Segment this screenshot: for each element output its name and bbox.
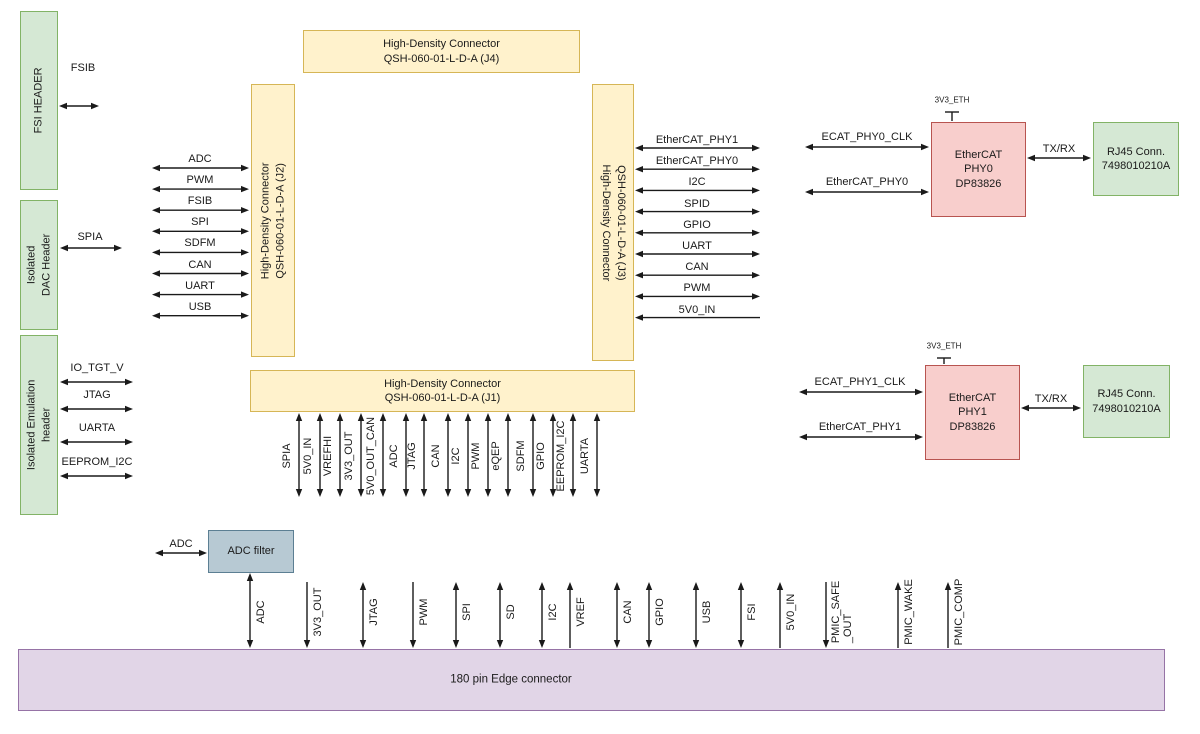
arrowhead	[114, 245, 122, 251]
arrowhead	[635, 251, 643, 257]
arrowhead	[635, 166, 643, 172]
connector-j4-line: High-Density Connector	[383, 38, 500, 51]
j2-signal-label: SDFM	[184, 237, 216, 250]
rj45-conn1-text	[1092, 387, 1161, 416]
arrowhead	[497, 640, 503, 648]
connector-j2-box	[251, 84, 295, 357]
j1-signal-label: PWM	[469, 442, 482, 470]
arrowhead	[570, 413, 576, 421]
arrowhead	[152, 270, 160, 276]
connector-j2-line: QSH-060-01-L-D-A (J2)	[274, 162, 286, 279]
j1-signal-label: SDFM	[514, 440, 527, 472]
arrowhead	[1083, 155, 1091, 161]
arrowhead	[915, 389, 923, 395]
rj45-1-line: 7498010210A	[1092, 402, 1161, 415]
j3-signal-label: I2C	[688, 176, 706, 189]
phy0-line: PHY0	[964, 163, 993, 176]
edge-signal-label: I2C	[546, 603, 559, 621]
arrowhead	[241, 313, 249, 319]
j1-signal-label: eQEP	[489, 441, 502, 471]
arrowhead	[738, 582, 744, 590]
dac-header-line: Isolated	[25, 245, 38, 285]
arrowhead	[530, 413, 536, 421]
edge-signal-label: PMIC_WAKE	[902, 579, 915, 645]
fsi-header-box	[20, 11, 58, 190]
arrowhead	[241, 270, 249, 276]
arrowhead	[915, 434, 923, 440]
arrowhead	[823, 640, 829, 648]
dac-header-text	[24, 234, 54, 296]
phy0-data-label: EtherCAT_PHY0	[825, 175, 909, 188]
connector-j1-text	[384, 377, 501, 406]
fsi-header-line: FSI HEADER	[32, 67, 45, 134]
connector-j4-box	[303, 30, 580, 73]
arrowhead	[635, 230, 643, 236]
j1-signal-label: GPIO	[534, 442, 547, 470]
arrowhead	[360, 582, 366, 590]
j3-signal-label: EtherCAT_PHY0	[655, 155, 739, 168]
spia-signal-label: SPIA	[77, 230, 103, 243]
emu-signal-label: UARTA	[78, 421, 116, 434]
rj45-0-line: 7498010210A	[1101, 160, 1171, 172]
edge-signal-label: PMIC_COMP	[952, 578, 965, 646]
arrowhead	[60, 473, 68, 479]
arrowhead	[445, 489, 451, 497]
j1-signal-label: 5V0_IN	[301, 437, 314, 475]
phy1-line: DP83826	[949, 420, 996, 433]
connector-j3-line: QSH-060-01-L-D-A (J3)	[614, 164, 627, 281]
arrowhead	[304, 640, 310, 648]
arrowhead	[60, 406, 68, 412]
connector-j4-line: QSH-060-01-L-D-A (J4)	[383, 52, 500, 65]
arrowhead	[360, 640, 366, 648]
emu-signal-label: EEPROM_I2C	[61, 455, 133, 468]
j3-signal-label: 5V0_IN	[678, 303, 716, 316]
arrowhead	[738, 640, 744, 648]
arrowhead	[241, 249, 249, 255]
edge-signal-label: PMIC_SAFE _OUT	[829, 580, 854, 644]
arrowhead	[337, 489, 343, 497]
j2-signal-label: CAN	[188, 258, 212, 271]
arrowhead	[421, 413, 427, 421]
arrowhead	[921, 189, 929, 195]
rj45-conn0-box	[1093, 122, 1179, 196]
arrowhead	[241, 186, 249, 192]
connector-j3-line: High-Density Connector	[600, 164, 612, 281]
phy0-line: EtherCAT	[954, 149, 1003, 162]
connector-j3-box	[592, 84, 634, 361]
arrowhead	[635, 293, 643, 299]
phy0-txrx-label: TX/RX	[1042, 142, 1076, 155]
j1-signal-label: UARTA	[578, 437, 591, 475]
rj45-1-line: RJ45 Conn.	[1097, 388, 1156, 401]
arrowhead	[693, 640, 699, 648]
dac-header-line: DAC Header	[40, 233, 53, 297]
arrowhead	[635, 145, 643, 151]
connector-j1-box	[250, 370, 635, 412]
emulation-header-line: header	[40, 407, 52, 443]
j1-signal-label: 5V0_OUT_CAN	[364, 416, 377, 496]
j3-signal-label: EtherCAT_PHY1	[655, 133, 739, 146]
arrowhead	[752, 293, 760, 299]
arrowhead	[60, 245, 68, 251]
arrowhead	[125, 439, 133, 445]
edge-signal-label: USB	[700, 600, 713, 624]
emu-signal-label: JTAG	[83, 388, 111, 401]
arrowhead	[465, 489, 471, 497]
j1-signal-label: ADC	[387, 444, 400, 468]
arrowhead	[895, 582, 901, 590]
arrowhead	[410, 640, 416, 648]
arrowhead	[497, 582, 503, 590]
arrowhead	[635, 314, 643, 320]
arrowhead	[241, 207, 249, 213]
arrowhead	[296, 489, 302, 497]
arrowhead	[646, 582, 652, 590]
fsib-signal-label: FSIB	[70, 61, 96, 74]
connector-j3-text	[598, 164, 628, 281]
phy1-power-label: 3V3_ETH	[926, 341, 962, 351]
arrowhead	[241, 228, 249, 234]
j1-signal-label: 3V3_OUT	[342, 431, 355, 481]
arrowhead	[805, 144, 813, 150]
arrowhead	[752, 145, 760, 151]
j1-signal-label: VREFHI	[321, 435, 334, 477]
edge-signal-label: 5V0_IN	[784, 593, 797, 631]
arrowhead	[358, 413, 364, 421]
rj45-conn0-text	[1102, 145, 1171, 174]
arrowhead	[752, 187, 760, 193]
j3-signal-label: GPIO	[683, 218, 711, 231]
j2-signal-label: USB	[188, 300, 212, 313]
j2-signal-label: UART	[185, 279, 215, 292]
j2-signal-label: ADC	[188, 152, 212, 165]
arrowhead	[247, 573, 253, 581]
arrowhead	[777, 582, 783, 590]
arrowhead	[594, 489, 600, 497]
j1-signal-label: EEPROM_I2C	[554, 420, 567, 492]
arrowhead	[635, 272, 643, 278]
arrowhead	[485, 489, 491, 497]
j3-signal-label: CAN	[685, 261, 709, 274]
connector-j2-text	[258, 162, 288, 279]
arrowhead	[59, 103, 67, 109]
arrowhead	[1027, 155, 1035, 161]
arrowhead	[539, 582, 545, 590]
arrowhead	[125, 379, 133, 385]
ethercat-phy1-text	[949, 391, 996, 434]
arrowhead	[646, 640, 652, 648]
j3-signal-label: PWM	[683, 282, 711, 295]
edge-signal-label: GPIO	[653, 598, 666, 626]
arrowhead	[125, 406, 133, 412]
arrowhead	[453, 640, 459, 648]
emu-signal-label: IO_TGT_V	[70, 361, 124, 374]
phy1-clk-label: ECAT_PHY1_CLK	[814, 375, 906, 388]
arrowhead	[1021, 405, 1029, 411]
phy0-power-label: 3V3_ETH	[934, 95, 970, 105]
ethercat-phy1-box	[925, 365, 1020, 460]
arrowhead	[247, 640, 253, 648]
j1-signal-label: JTAG	[405, 442, 418, 470]
arrowhead	[594, 413, 600, 421]
edge-signal-label: SPI	[460, 603, 473, 621]
connector-j1-line: High-Density Connector	[384, 377, 501, 390]
arrowhead	[60, 439, 68, 445]
j2-signal-label: FSIB	[187, 195, 213, 208]
arrowhead	[403, 489, 409, 497]
arrowhead	[152, 165, 160, 171]
emulation-header-line: Isolated Emulation	[25, 379, 38, 471]
arrowhead	[241, 291, 249, 297]
arrowhead	[199, 550, 207, 556]
arrowhead	[60, 379, 68, 385]
arrowhead	[403, 413, 409, 421]
arrowhead	[465, 413, 471, 421]
edge-connector-label: 180 pin Edge connector	[450, 673, 572, 686]
edge-signal-label: SD	[504, 604, 517, 620]
arrowhead	[752, 208, 760, 214]
j2-signal-label: SPI	[191, 216, 209, 229]
edge-signal-label: 3V3_OUT	[311, 587, 324, 637]
arrowhead	[752, 251, 760, 257]
j1-signal-label: SPIA	[280, 443, 293, 469]
connector-j1-line: QSH-060-01-L-D-A (J1)	[384, 392, 501, 404]
j3-signal-label: SPID	[684, 197, 710, 210]
arrowhead	[635, 208, 643, 214]
emulation-header-text	[24, 380, 54, 471]
phy1-data-label: EtherCAT_PHY1	[818, 420, 902, 433]
edge-signal-label: FSI	[745, 603, 758, 621]
arrowhead	[380, 413, 386, 421]
edge-signal-label: VREF	[574, 597, 587, 627]
arrowhead	[453, 582, 459, 590]
arrowhead	[317, 489, 323, 497]
arrowhead	[380, 489, 386, 497]
arrowhead	[152, 291, 160, 297]
arrowhead	[337, 413, 343, 421]
arrowhead	[152, 207, 160, 213]
edge-signal-label: CAN	[621, 600, 634, 624]
arrowhead	[539, 640, 545, 648]
arrowhead	[152, 186, 160, 192]
arrowhead	[635, 187, 643, 193]
edge-signal-label: JTAG	[367, 598, 380, 626]
arrowhead	[125, 473, 133, 479]
rj45-conn1-box	[1083, 365, 1170, 438]
edge-connector-box	[18, 649, 1165, 711]
arrowhead	[152, 313, 160, 319]
j3-signal-label: UART	[682, 239, 712, 252]
arrowhead	[317, 413, 323, 421]
ethercat-phy0-box	[931, 122, 1026, 217]
adc-filter-label: ADC filter	[227, 545, 275, 558]
j1-signal-label: CAN	[429, 444, 442, 468]
phy0-line: DP83826	[955, 177, 1002, 190]
fsi-header-text	[32, 67, 47, 133]
arrowhead	[614, 582, 620, 590]
edge-signal-label: ADC	[254, 600, 267, 624]
arrowhead	[296, 413, 302, 421]
ethercat-phy0-text	[955, 148, 1002, 191]
arrowhead	[805, 189, 813, 195]
arrowhead	[799, 389, 807, 395]
j2-signal-label: PWM	[186, 174, 214, 187]
arrowhead	[155, 550, 163, 556]
connector-j4-text	[383, 37, 500, 66]
arrowhead	[445, 413, 451, 421]
adc-filter-input-label: ADC	[169, 537, 193, 550]
arrowhead	[567, 582, 573, 590]
arrowhead	[614, 640, 620, 648]
arrowhead	[1073, 405, 1081, 411]
arrowhead	[570, 489, 576, 497]
phy1-txrx-label: TX/RX	[1034, 392, 1068, 405]
arrowhead	[945, 582, 951, 590]
rj45-0-line: RJ45 Conn.	[1106, 145, 1166, 158]
arrowhead	[921, 144, 929, 150]
arrowhead	[530, 489, 536, 497]
arrowhead	[358, 489, 364, 497]
arrowhead	[752, 230, 760, 236]
connector-j2-line: High-Density Connector	[259, 162, 272, 279]
edge-signal-label: PWM	[417, 598, 430, 626]
phy1-line: PHY1	[958, 406, 987, 419]
adc-filter-box	[208, 530, 294, 573]
arrowhead	[752, 272, 760, 278]
arrowhead	[799, 434, 807, 440]
phy0-clk-label: ECAT_PHY0_CLK	[821, 130, 913, 143]
dac-header-box	[20, 200, 58, 330]
arrowhead	[505, 413, 511, 421]
arrowhead	[421, 489, 427, 497]
arrowhead	[91, 103, 99, 109]
arrowhead	[241, 165, 249, 171]
arrowhead	[485, 413, 491, 421]
arrowhead	[752, 166, 760, 172]
arrowhead	[152, 228, 160, 234]
j1-signal-label: I2C	[449, 447, 462, 465]
arrowhead	[693, 582, 699, 590]
phy1-line: EtherCAT	[948, 392, 997, 405]
arrowhead	[505, 489, 511, 497]
emulation-header-box	[20, 335, 58, 515]
arrowhead	[152, 249, 160, 255]
